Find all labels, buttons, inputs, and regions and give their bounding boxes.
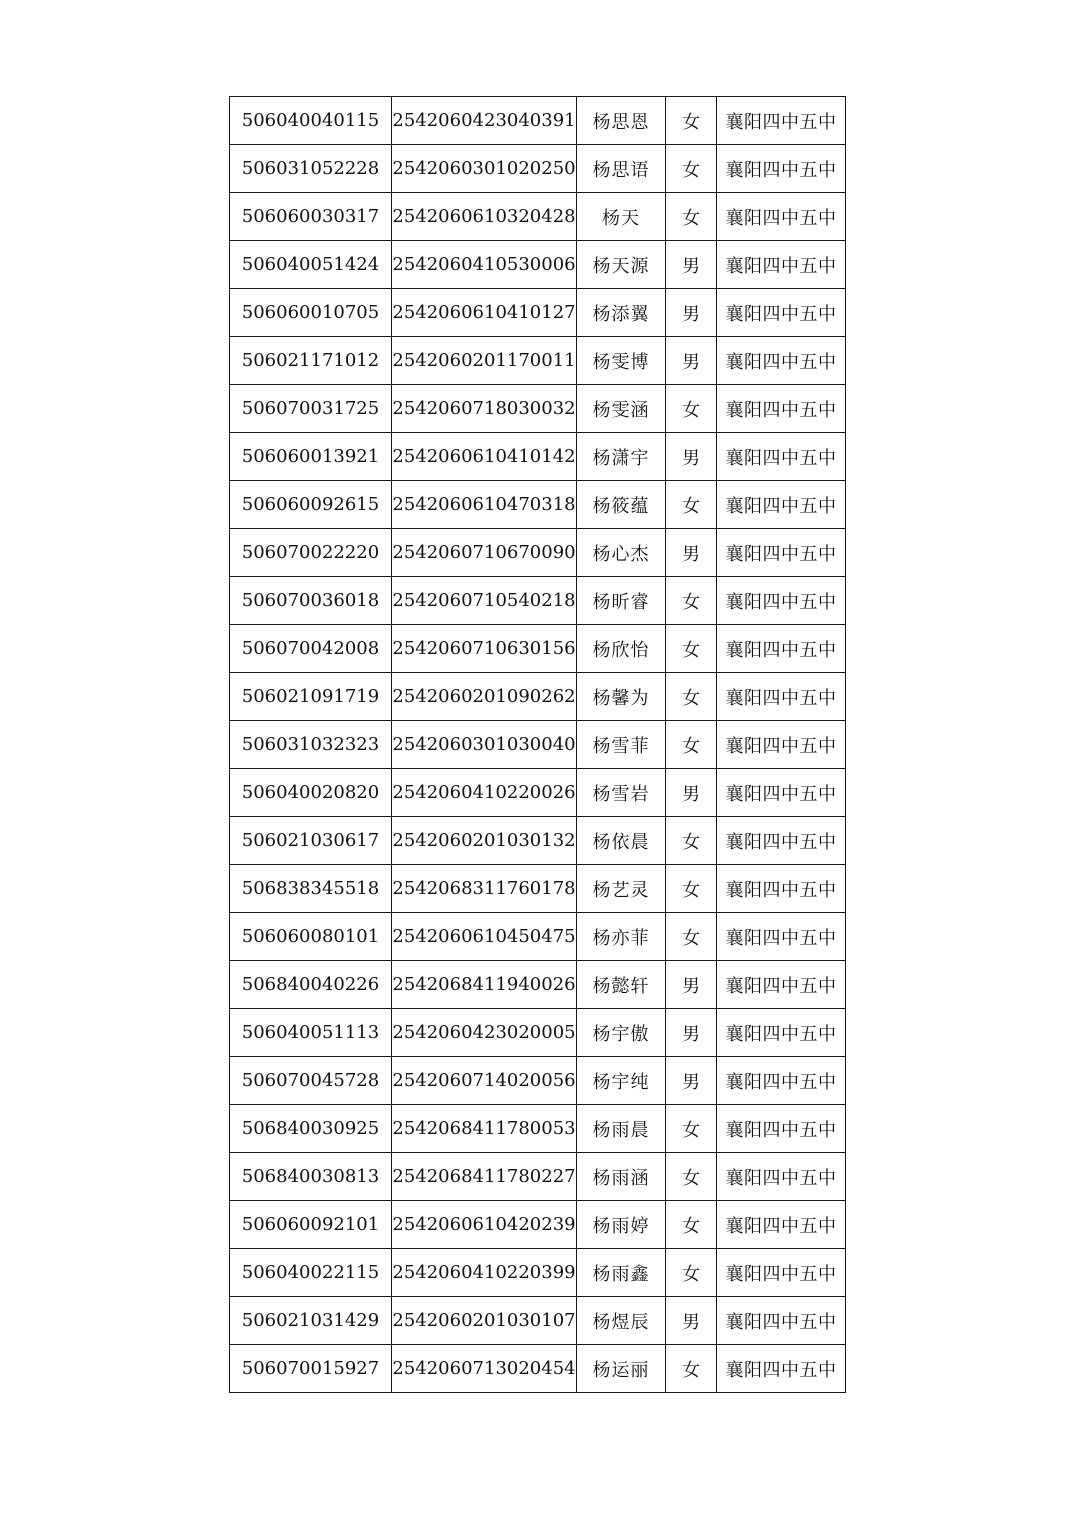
school-cell: 襄阳四中五中 [717,817,846,865]
registration-number-cell: 2542060410220026 [392,769,577,817]
registration-number-cell: 2542060201170011 [392,337,577,385]
table-row [230,385,846,433]
table-row [230,1201,846,1249]
table-row [230,721,846,769]
table-row [230,529,846,577]
gender-cell: 女 [666,721,717,769]
gender-cell: 女 [666,625,717,673]
school-cell: 襄阳四中五中 [717,193,846,241]
student-name-cell: 杨馨为 [577,673,666,721]
table-row [230,1009,846,1057]
school-cell: 襄阳四中五中 [717,1297,846,1345]
exam-number-cell: 506060080101 [230,913,392,961]
registration-number-cell: 2542060710670090 [392,529,577,577]
exam-number-cell: 506060030317 [230,193,392,241]
table-row [230,481,846,529]
student-name-cell: 杨宇傲 [577,1009,666,1057]
student-name-cell: 杨欣怡 [577,625,666,673]
table-row [230,769,846,817]
school-cell: 襄阳四中五中 [717,145,846,193]
student-name-cell: 杨雪岩 [577,769,666,817]
table-row [230,1249,846,1297]
gender-cell: 男 [666,961,717,1009]
registration-number-cell: 2542060610410127 [392,289,577,337]
registration-number-cell: 2542060201030132 [392,817,577,865]
exam-number-cell: 506070042008 [230,625,392,673]
student-name-cell: 杨筱蕴 [577,481,666,529]
exam-number-cell: 506021171012 [230,337,392,385]
exam-number-cell: 506021091719 [230,673,392,721]
exam-number-cell: 506040040115 [230,97,392,145]
roster-body [230,97,846,1393]
exam-number-cell: 506070015927 [230,1345,392,1393]
table-row [230,1345,846,1393]
table-row [230,961,846,1009]
registration-number-cell: 2542068411940026 [392,961,577,1009]
registration-number-cell: 2542060710630156 [392,625,577,673]
table-row [230,625,846,673]
registration-number-cell: 2542060201030107 [392,1297,577,1345]
exam-number-cell: 506840030813 [230,1153,392,1201]
student-name-cell: 杨亦菲 [577,913,666,961]
school-cell: 襄阳四中五中 [717,1009,846,1057]
table-row [230,337,846,385]
registration-number-cell: 2542068411780227 [392,1153,577,1201]
registration-number-cell: 2542060301030040 [392,721,577,769]
exam-number-cell: 506060013921 [230,433,392,481]
table-row [230,673,846,721]
table-row [230,193,846,241]
gender-cell: 女 [666,193,717,241]
student-name-cell: 杨宇纯 [577,1057,666,1105]
registration-number-cell: 2542060410220399 [392,1249,577,1297]
table-row [230,865,846,913]
school-cell: 襄阳四中五中 [717,1345,846,1393]
exam-number-cell: 506060092101 [230,1201,392,1249]
school-cell: 襄阳四中五中 [717,433,846,481]
gender-cell: 女 [666,577,717,625]
school-cell: 襄阳四中五中 [717,673,846,721]
gender-cell: 女 [666,865,717,913]
gender-cell: 男 [666,1297,717,1345]
student-name-cell: 杨心杰 [577,529,666,577]
table-row [230,1153,846,1201]
school-cell: 襄阳四中五中 [717,865,846,913]
student-name-cell: 杨运丽 [577,1345,666,1393]
school-cell: 襄阳四中五中 [717,961,846,1009]
gender-cell: 女 [666,481,717,529]
student-name-cell: 杨天源 [577,241,666,289]
gender-cell: 女 [666,1153,717,1201]
exam-number-cell: 506840040226 [230,961,392,1009]
gender-cell: 男 [666,1009,717,1057]
school-cell: 襄阳四中五中 [717,769,846,817]
registration-number-cell: 2542060423040391 [392,97,577,145]
school-cell: 襄阳四中五中 [717,1153,846,1201]
gender-cell: 女 [666,817,717,865]
registration-number-cell: 2542060610410142 [392,433,577,481]
table-row [230,817,846,865]
school-cell: 襄阳四中五中 [717,913,846,961]
exam-number-cell: 506060010705 [230,289,392,337]
table-row [230,1297,846,1345]
school-cell: 襄阳四中五中 [717,385,846,433]
registration-number-cell: 2542060410530006 [392,241,577,289]
exam-number-cell: 506070045728 [230,1057,392,1105]
registration-number-cell: 2542060714020056 [392,1057,577,1105]
student-name-cell: 杨雯涵 [577,385,666,433]
gender-cell: 女 [666,913,717,961]
school-cell: 襄阳四中五中 [717,289,846,337]
gender-cell: 男 [666,241,717,289]
gender-cell: 男 [666,433,717,481]
registration-number-cell: 2542060610320428 [392,193,577,241]
table-row [230,577,846,625]
registration-number-cell: 2542060301020250 [392,145,577,193]
exam-number-cell: 506040022115 [230,1249,392,1297]
table-row [230,241,846,289]
student-name-cell: 杨天 [577,193,666,241]
gender-cell: 女 [666,1105,717,1153]
school-cell: 襄阳四中五中 [717,241,846,289]
gender-cell: 女 [666,385,717,433]
student-name-cell: 杨雨晨 [577,1105,666,1153]
school-cell: 襄阳四中五中 [717,1105,846,1153]
student-name-cell: 杨雯博 [577,337,666,385]
registration-number-cell: 2542060610470318 [392,481,577,529]
gender-cell: 男 [666,1057,717,1105]
registration-number-cell: 2542060423020005 [392,1009,577,1057]
school-cell: 襄阳四中五中 [717,97,846,145]
student-name-cell: 杨雨婷 [577,1201,666,1249]
registration-number-cell: 2542060718030032 [392,385,577,433]
student-name-cell: 杨昕睿 [577,577,666,625]
table-row [230,289,846,337]
table-row [230,1105,846,1153]
student-name-cell: 杨懿轩 [577,961,666,1009]
school-cell: 襄阳四中五中 [717,337,846,385]
gender-cell: 男 [666,769,717,817]
school-cell: 襄阳四中五中 [717,1201,846,1249]
registration-number-cell: 2542060713020454 [392,1345,577,1393]
student-name-cell: 杨雨涵 [577,1153,666,1201]
school-cell: 襄阳四中五中 [717,1057,846,1105]
student-name-cell: 杨煜辰 [577,1297,666,1345]
student-name-cell: 杨雨鑫 [577,1249,666,1297]
gender-cell: 女 [666,1249,717,1297]
exam-number-cell: 506040051424 [230,241,392,289]
student-roster-table [229,96,846,1393]
exam-number-cell: 506070031725 [230,385,392,433]
school-cell: 襄阳四中五中 [717,481,846,529]
registration-number-cell: 2542060610450475 [392,913,577,961]
gender-cell: 男 [666,337,717,385]
gender-cell: 女 [666,673,717,721]
exam-number-cell: 506070036018 [230,577,392,625]
student-name-cell: 杨添翼 [577,289,666,337]
exam-number-cell: 506021030617 [230,817,392,865]
student-name-cell: 杨潇宇 [577,433,666,481]
exam-number-cell: 506031052228 [230,145,392,193]
exam-number-cell: 506040020820 [230,769,392,817]
gender-cell: 女 [666,97,717,145]
exam-number-cell: 506060092615 [230,481,392,529]
exam-number-cell: 506040051113 [230,1009,392,1057]
table-row [230,97,846,145]
school-cell: 襄阳四中五中 [717,625,846,673]
exam-number-cell: 506031032323 [230,721,392,769]
school-cell: 襄阳四中五中 [717,1249,846,1297]
table-row [230,1057,846,1105]
gender-cell: 女 [666,1345,717,1393]
student-name-cell: 杨依晨 [577,817,666,865]
registration-number-cell: 2542060610420239 [392,1201,577,1249]
school-cell: 襄阳四中五中 [717,529,846,577]
exam-number-cell: 506838345518 [230,865,392,913]
gender-cell: 女 [666,1201,717,1249]
registration-number-cell: 2542060201090262 [392,673,577,721]
exam-number-cell: 506070022220 [230,529,392,577]
registration-number-cell: 2542068411780053 [392,1105,577,1153]
registration-number-cell: 2542060710540218 [392,577,577,625]
gender-cell: 男 [666,529,717,577]
gender-cell: 女 [666,145,717,193]
exam-number-cell: 506840030925 [230,1105,392,1153]
registration-number-cell: 2542068311760178 [392,865,577,913]
school-cell: 襄阳四中五中 [717,577,846,625]
exam-number-cell: 506021031429 [230,1297,392,1345]
student-name-cell: 杨雪菲 [577,721,666,769]
table-row [230,145,846,193]
table-row [230,913,846,961]
table-row [230,433,846,481]
student-name-cell: 杨思恩 [577,97,666,145]
school-cell: 襄阳四中五中 [717,721,846,769]
student-name-cell: 杨艺灵 [577,865,666,913]
gender-cell: 男 [666,289,717,337]
student-name-cell: 杨思语 [577,145,666,193]
